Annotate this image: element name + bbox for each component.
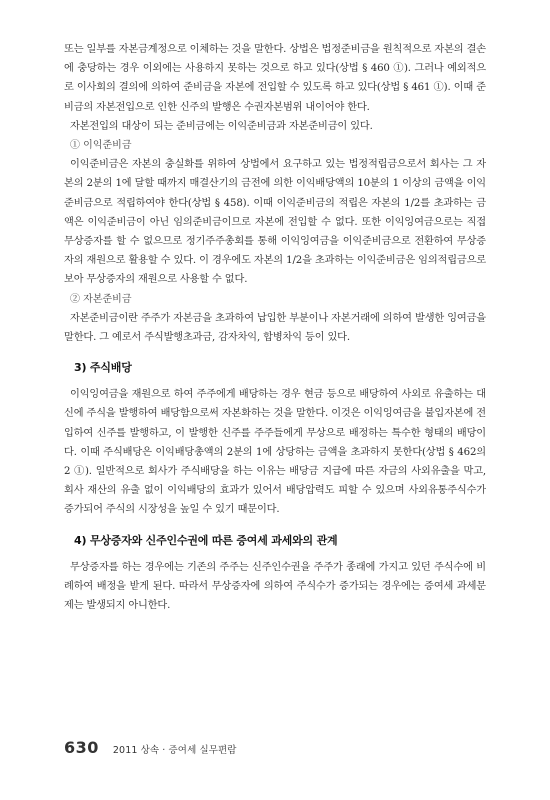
section-heading-gift-tax: 4) 무상증자와 신주인수권에 따른 증여세 과세와의 관계 (74, 533, 338, 547)
page-number: 630 (64, 738, 99, 757)
list-item-capital-reserve: ② 자본준비금 (70, 293, 132, 305)
list-item-earned-reserve: ① 이익준비금 (70, 140, 132, 152)
book-title: 2011 상속 · 증여세 실무편람 (112, 745, 237, 756)
section-heading-stock-dividend: 3) 주식배당 (74, 361, 132, 375)
paragraph-stock-dividend: 이익잉여금을 재원으로 하여 주주에게 배당하는 경우 현금 등으로 배당하여 사외로 유출하는 대신에 주식을 발행하여 배당함으로써 자본화하는 것을 말한다. 이것은 이익잉여금을 불입자본에 전입하여 신주를 발행하고, 이 발행한 신주를 주주들에게 무상으로 배정하는 특수한 형태의 배당이다. 이때 주식배당은 이익배당총액의 2분의 1에 상당하는 금액을 초과하지 못한다(상법 § 462의 2 ①). 일반적으로 회사가 주식배당을 하는 이유는 배당금 지급에 따른 자금의 사외유출을 막고, 회사 재산의 유출 없이 이익배당의 효과가 있어서 배당압력도 피할 수 있으며 사외유통주식수가 증가되어 주식의 시장성을 높일 수 있기 때문이다. (64, 389, 486, 516)
page-body (64, 40, 486, 615)
paragraph-gift-tax: 무상증자를 하는 경우에는 기존의 주주는 신주인수권을 주주가 종래에 가지고 있던 주식수에 비례하여 배정을 받게 된다. 따라서 무상증자에 의하여 주식수가 증가되는 경우에는 증여세 과세문제는 발생되지 아니한다. (64, 561, 486, 612)
paragraph-reserve-types: 자본전입의 대상이 되는 준비금에는 이익준비금과 자본준비금이 있다. (70, 120, 373, 132)
paragraph-earned-reserve: 이익준비금은 자본의 충실화를 위하여 상법에서 요구하고 있는 법정적립금으로서 회사는 그 자본의 2분의 1에 달할 때까지 매결산기의 금전에 의한 이익배당액의 10분의 1 이상의 금액을 이익준비금으로 적립하여야 한다(상법 § 458). 이때 이익준비금의 적립은 자본의 1/2를 초과하는 금액은 이익준비금이 아닌 임의준비금이므로 자본에 전입할 수 없다. 또한 이익잉여금으로는 직접 무상증자를 할 수 없으므로 정기주주총회를 통해 이익잉여금을 이익준비금으로 전환하여 무상증자의 재원으로 활용할 수 있다. 이 경우에도 자본의 1/2을 초과하는 이익준비금은 임의적립금으로 보아 무상증자의 재원으로 사용할 수 없다. (64, 159, 486, 286)
page-footer (64, 738, 237, 757)
paragraph-capital-transfer: 또는 일부를 자본금계정으로 이체하는 것을 말한다. 상법은 법정준비금을 원칙적으로 자본의 결손에 충당하는 경우 이외에는 사용하지 못하는 것으로 하고 있다(상법 § 460 ①). 그러나 예외적으로 이사회의 결의에 의하여 준비금을 자본에 전입할 수 있도록 하고 있다(상법 § 461 ①). 이때 준비금의 자본전입으로 인한 신주의 발행은 수권자본범위 내이어야 한다. (64, 44, 486, 113)
paragraph-capital-reserve: 자본준비금이란 주주가 자본금을 초과하여 납입한 부분이나 자본거래에 의하여 발생한 잉여금을 말한다. 그 예로서 주식발행초과금, 감자차익, 합병차익 등이 있다. (64, 312, 486, 344)
